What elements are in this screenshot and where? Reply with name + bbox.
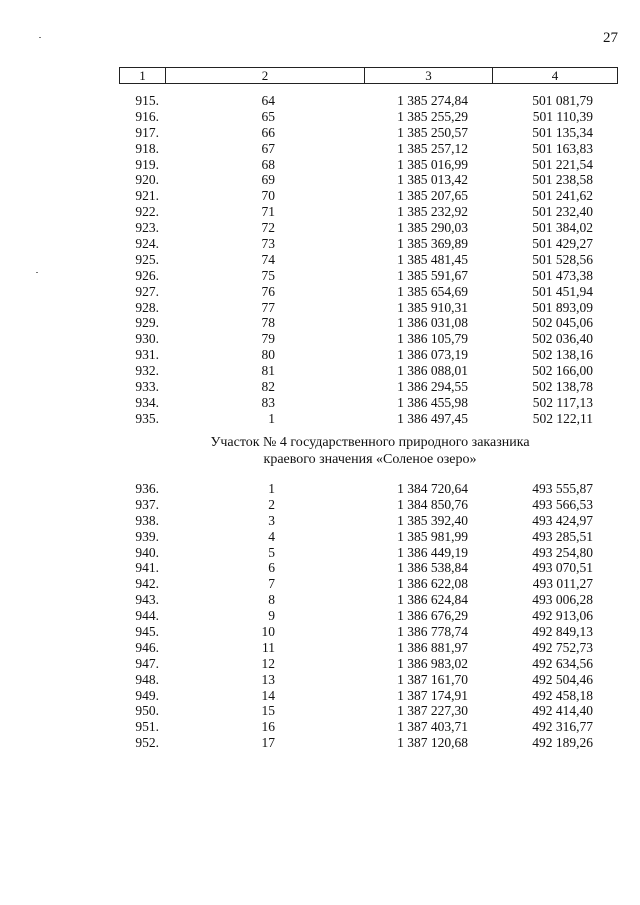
row-number: 922.	[135, 204, 159, 220]
coordinate-x: 1 386 778,74	[397, 624, 468, 640]
header-col-2: 2	[166, 68, 365, 83]
row-number: 946.	[135, 639, 159, 655]
point-number: 66	[261, 124, 275, 140]
row-number: 928.	[135, 299, 159, 315]
table-row	[0, 545, 640, 561]
coordinate-x: 1 387 161,70	[397, 671, 468, 687]
row-number: 930.	[135, 331, 159, 347]
point-number: 83	[261, 394, 275, 410]
point-number: 82	[261, 379, 275, 395]
coordinate-x: 1 386 624,84	[397, 592, 468, 608]
coordinate-x: 1 385 654,69	[397, 283, 468, 299]
coordinate-x: 1 385 207,65	[397, 188, 468, 204]
table-row	[0, 481, 640, 497]
table-row	[0, 719, 640, 735]
coordinate-y: 501 241,62	[532, 188, 593, 204]
table-row	[0, 284, 640, 300]
coordinate-x: 1 387 120,68	[397, 735, 468, 751]
row-number: 952.	[135, 735, 159, 751]
point-number: 17	[261, 735, 275, 751]
row-number: 926.	[135, 267, 159, 283]
coordinate-y: 501 135,34	[532, 124, 593, 140]
coordinate-x: 1 387 227,30	[397, 703, 468, 719]
row-number: 941.	[135, 560, 159, 576]
row-number: 925.	[135, 251, 159, 267]
coordinate-y: 502 122,11	[532, 410, 593, 426]
point-number: 7	[268, 576, 275, 592]
coordinate-y: 492 414,40	[532, 703, 593, 719]
point-number: 73	[261, 236, 275, 252]
point-number: 71	[261, 204, 275, 220]
coordinate-y: 502 138,16	[532, 347, 593, 363]
coordinate-x: 1 385 392,40	[397, 512, 468, 528]
table-row	[0, 220, 640, 236]
coordinate-y: 493 070,51	[532, 560, 593, 576]
table-row	[0, 395, 640, 411]
table-row	[0, 331, 640, 347]
table-row	[0, 347, 640, 363]
table-row	[0, 513, 640, 529]
row-number: 939.	[135, 528, 159, 544]
table-row	[0, 109, 640, 125]
coordinate-y: 502 166,00	[532, 363, 593, 379]
row-number: 932.	[135, 363, 159, 379]
coordinate-y: 493 424,97	[532, 512, 593, 528]
table-row	[0, 529, 640, 545]
row-number: 942.	[135, 576, 159, 592]
coordinates-table-b	[0, 481, 640, 751]
row-number: 923.	[135, 220, 159, 236]
point-number: 78	[261, 315, 275, 331]
coordinate-y: 501 238,58	[532, 172, 593, 188]
point-number: 9	[268, 608, 275, 624]
header-col-4: 4	[551, 68, 559, 83]
coordinate-x: 1 385 369,89	[397, 236, 468, 252]
row-number: 935.	[135, 410, 159, 426]
row-number: 945.	[135, 624, 159, 640]
point-number: 14	[261, 687, 275, 703]
coordinate-x: 1 386 622,08	[397, 576, 468, 592]
row-number: 934.	[135, 394, 159, 410]
point-number: 3	[268, 512, 275, 528]
table-row	[0, 640, 640, 656]
coordinate-x: 1 385 910,31	[397, 299, 468, 315]
coordinate-y: 501 232,40	[532, 204, 593, 220]
coordinate-x: 1 385 981,99	[397, 528, 468, 544]
coordinate-x: 1 387 403,71	[397, 719, 468, 735]
point-number: 67	[261, 140, 275, 156]
table-row	[0, 93, 640, 109]
table-row	[0, 172, 640, 188]
coordinate-x: 1 385 013,42	[397, 172, 468, 188]
table-row	[0, 411, 640, 427]
coordinate-y: 492 504,46	[532, 671, 593, 687]
coordinate-y: 502 045,06	[532, 315, 593, 331]
row-number: 937.	[135, 496, 159, 512]
coordinate-y: 492 752,73	[532, 639, 593, 655]
table-row	[0, 656, 640, 672]
point-number: 70	[261, 188, 275, 204]
table-row	[0, 300, 640, 316]
coordinate-y: 501 429,27	[532, 236, 593, 252]
coordinate-x: 1 385 250,57	[397, 124, 468, 140]
coordinate-x: 1 385 257,12	[397, 140, 468, 156]
scan-speck	[39, 37, 41, 38]
point-number: 12	[261, 655, 275, 671]
row-number: 919.	[135, 156, 159, 172]
table-row	[0, 252, 640, 268]
table-row	[0, 560, 640, 576]
coordinate-x: 1 385 232,92	[397, 204, 468, 220]
coordinate-y: 501 163,83	[532, 140, 593, 156]
point-number: 8	[268, 592, 275, 608]
coordinate-y: 493 011,27	[532, 576, 593, 592]
section-title-line-2: краевого значения «Соленое озеро»	[263, 452, 477, 467]
table-row	[0, 688, 640, 704]
table-row	[0, 188, 640, 204]
point-number: 10	[261, 624, 275, 640]
header-col-1: 1	[120, 68, 166, 83]
row-number: 915.	[135, 93, 159, 108]
header-col-3: 3	[365, 68, 493, 83]
coordinate-y: 501 473,38	[532, 267, 593, 283]
point-number: 11	[262, 639, 275, 655]
row-number: 950.	[135, 703, 159, 719]
coordinate-y: 502 036,40	[532, 331, 593, 347]
coordinate-y: 492 189,26	[532, 735, 593, 751]
coordinate-y: 492 634,56	[532, 655, 593, 671]
coordinate-y: 493 254,80	[532, 544, 593, 560]
section-title-line-1: Участок № 4 государственного природного заказника	[210, 435, 530, 450]
point-number: 72	[261, 220, 275, 236]
coordinate-y: 501 893,09	[532, 299, 593, 315]
coordinate-y: 502 117,13	[532, 394, 593, 410]
point-number: 1	[268, 410, 275, 426]
row-number: 918.	[135, 140, 159, 156]
row-number: 943.	[135, 592, 159, 608]
coordinate-y: 492 913,06	[532, 608, 593, 624]
coordinate-x: 1 385 255,29	[397, 108, 468, 124]
point-number: 15	[261, 703, 275, 719]
row-number: 924.	[135, 236, 159, 252]
table-row	[0, 576, 640, 592]
point-number: 74	[261, 251, 275, 267]
row-number: 933.	[135, 379, 159, 395]
row-number: 920.	[135, 172, 159, 188]
row-number: 916.	[135, 108, 159, 124]
table-row	[0, 608, 640, 624]
table-row	[0, 497, 640, 513]
coordinate-x: 1 386 538,84	[397, 560, 468, 576]
coordinate-x: 1 385 290,03	[397, 220, 468, 236]
row-number: 947.	[135, 655, 159, 671]
coordinate-x: 1 385 481,45	[397, 251, 468, 267]
table-row	[0, 141, 640, 157]
row-number: 931.	[135, 347, 159, 363]
point-number: 16	[261, 719, 275, 735]
coordinate-x: 1 385 591,67	[397, 267, 468, 283]
point-number: 6	[268, 560, 275, 576]
coordinate-y: 493 566,53	[532, 496, 593, 512]
table-row	[0, 735, 640, 751]
coordinate-y: 501 221,54	[532, 156, 593, 172]
coordinate-y: 502 138,78	[532, 379, 593, 395]
coordinate-y: 492 316,77	[532, 719, 593, 735]
table-row	[0, 379, 640, 395]
table-row	[0, 157, 640, 173]
coordinate-x: 1 386 983,02	[397, 655, 468, 671]
coordinate-x: 1 386 294,55	[397, 379, 468, 395]
coordinate-y: 501 451,94	[532, 283, 593, 299]
row-number: 938.	[135, 512, 159, 528]
coordinate-x: 1 386 676,29	[397, 608, 468, 624]
row-number: 917.	[135, 124, 159, 140]
row-number: 951.	[135, 719, 159, 735]
coordinate-x: 1 386 881,97	[397, 639, 468, 655]
row-number: 948.	[135, 671, 159, 687]
page-number: 27	[603, 30, 618, 46]
point-number: 77	[261, 299, 275, 315]
row-number: 940.	[135, 544, 159, 560]
coordinate-y: 492 849,13	[532, 624, 593, 640]
table-row	[0, 268, 640, 284]
coordinate-y: 501 528,56	[532, 251, 593, 267]
point-number: 75	[261, 267, 275, 283]
table-row	[0, 315, 640, 331]
point-number: 2	[268, 496, 275, 512]
coordinate-y: 501 110,39	[532, 108, 593, 124]
table-row	[0, 204, 640, 220]
coordinate-y: 492 458,18	[532, 687, 593, 703]
point-number: 69	[261, 172, 275, 188]
table-row	[0, 125, 640, 141]
table-row	[0, 672, 640, 688]
coordinate-x: 1 385 274,84	[397, 93, 468, 108]
coordinate-x: 1 386 073,19	[397, 347, 468, 363]
row-number: 936.	[135, 481, 159, 496]
section-title	[120, 434, 620, 468]
coordinate-y: 501 081,79	[532, 93, 593, 108]
table-header	[119, 67, 618, 84]
coordinate-x: 1 384 720,64	[397, 481, 468, 496]
coordinate-x: 1 385 016,99	[397, 156, 468, 172]
point-number: 68	[261, 156, 275, 172]
coordinate-x: 1 386 497,45	[397, 410, 468, 426]
coordinates-table-a	[0, 93, 640, 427]
row-number: 921.	[135, 188, 159, 204]
row-number: 949.	[135, 687, 159, 703]
point-number: 13	[261, 671, 275, 687]
coordinate-y: 493 006,28	[532, 592, 593, 608]
table-row	[0, 592, 640, 608]
coordinate-x: 1 386 449,19	[397, 544, 468, 560]
coordinate-y: 493 555,87	[532, 481, 593, 496]
point-number: 64	[261, 93, 275, 108]
coordinate-y: 493 285,51	[532, 528, 593, 544]
point-number: 76	[261, 283, 275, 299]
coordinate-x: 1 387 174,91	[397, 687, 468, 703]
row-number: 927.	[135, 283, 159, 299]
coordinate-y: 501 384,02	[532, 220, 593, 236]
point-number: 5	[268, 544, 275, 560]
coordinate-x: 1 386 088,01	[397, 363, 468, 379]
point-number: 4	[268, 528, 275, 544]
row-number: 929.	[135, 315, 159, 331]
point-number: 80	[261, 347, 275, 363]
point-number: 79	[261, 331, 275, 347]
row-number: 944.	[135, 608, 159, 624]
point-number: 65	[261, 108, 275, 124]
table-row	[0, 624, 640, 640]
table-row	[0, 703, 640, 719]
point-number: 1	[268, 481, 275, 496]
point-number: 81	[261, 363, 275, 379]
coordinate-x: 1 386 105,79	[397, 331, 468, 347]
coordinate-x: 1 384 850,76	[397, 496, 468, 512]
coordinate-x: 1 386 031,08	[397, 315, 468, 331]
coordinate-x: 1 386 455,98	[397, 394, 468, 410]
table-row	[0, 236, 640, 252]
table-row	[0, 363, 640, 379]
